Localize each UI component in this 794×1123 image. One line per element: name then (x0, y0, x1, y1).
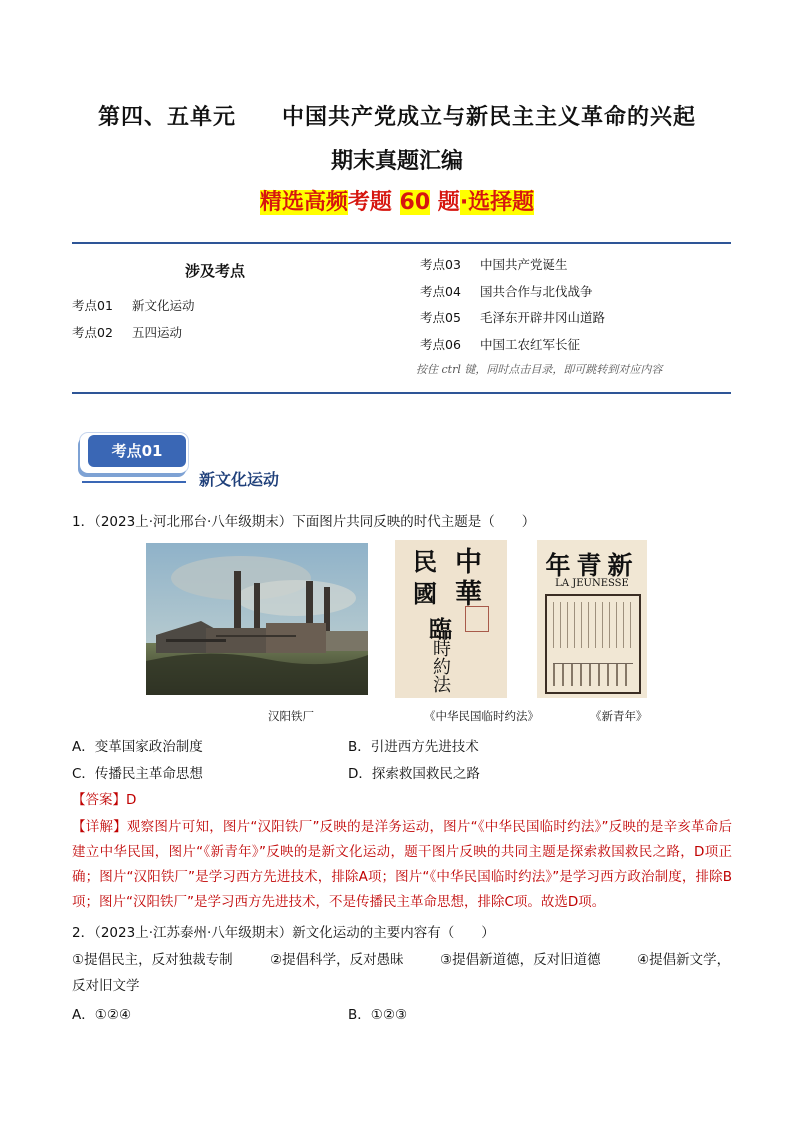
toc-num: 考点01 (72, 298, 113, 313)
statement-2: ②提倡科学，反对愚昧 (270, 952, 404, 968)
image-caption-1: 汉阳铁厂 (268, 709, 314, 723)
page-title: 第四、五单元 中国共产党成立与新民主主义革命的兴起 (97, 105, 696, 130)
toc-num: 考点02 (72, 325, 113, 340)
magazine-title: 年青新 (545, 551, 639, 580)
toc-hint: 按住 ctrl 键，同时点击目录，即可跳转到对应内容 (416, 363, 663, 376)
magazine-cover (537, 540, 647, 698)
tagline-part-5: ·选择题 (459, 190, 535, 215)
toc-label: 国共合作与北伐战争 (480, 284, 593, 299)
tagline-part-2: 考题 (347, 190, 400, 215)
toc-label: 五四运动 (132, 325, 183, 340)
question-2-stem: 2．（2023上·江苏泰州·八年级期末）新文化运动的主要内容有（ ） (72, 925, 495, 941)
statement-4-cont: 反对旧文学 (72, 978, 140, 994)
tagline-part-3: 60 (399, 190, 431, 215)
toc-item-5[interactable] (420, 308, 605, 326)
cover-char: 國 (413, 579, 437, 608)
cover-char: 時 (433, 639, 451, 660)
statement-3: ③提倡新道德，反对旧道德 (440, 952, 601, 968)
toc-num: 考点05 (420, 310, 461, 325)
tagline-part-4: 题 (430, 190, 460, 215)
toc-label: 中国共产党诞生 (480, 257, 568, 272)
toc-item-4[interactable] (420, 282, 593, 300)
toc-item-6[interactable] (420, 335, 580, 353)
explanation-text: 观察图片可知，图片“汉阳铁厂”反映的是洋务运动，图片“《中华民国临时约法》”反映的是辛亥革命后建立中华民国，图片“《新青年》”反映的是新文化运动，题干图片反映的共同主题是探索救国救民之路，D项正确；图片“汉阳铁厂”是学习西方先进技术，排除A项；图片“《中华民国临时约法》”是学习西方政治制度，排除B项；图片“汉阳铁厂”是学习西方先进技术，不是传播民主革命思想，排除C项。故选D项。 (72, 819, 732, 910)
page-tagline (0, 185, 794, 216)
page-subtitle: 期末真题汇编 (330, 149, 463, 174)
explanation-tag: 【详解】 (72, 819, 127, 835)
stamp-icon (465, 606, 489, 632)
question-1-stem: 1．（2023上·河北邢台·八年级期末）下面图片共同反映的时代主题是（ ） (72, 514, 536, 530)
cover-char: 華 (455, 579, 482, 610)
cover-char: 民 (413, 547, 437, 576)
toc-item-2[interactable] (72, 323, 182, 341)
divider-top (72, 242, 731, 244)
option-b[interactable]: B．引进西方先进技术 (348, 739, 479, 755)
q2-option-a[interactable]: A．①②④ (72, 1007, 132, 1023)
divider-bottom (72, 392, 731, 394)
section-title: 新文化运动 (199, 470, 280, 489)
section-tab (80, 433, 188, 473)
answer-1: 【答案】D (72, 792, 137, 808)
statement-1: ①提倡民主，反对独裁专制 (72, 952, 233, 968)
toc-item-3[interactable] (420, 255, 568, 273)
image-caption-3: 《新青年》 (590, 709, 648, 723)
image-caption-2: 《中华民国临时约法》 (424, 709, 539, 723)
toc-heading: 涉及考点 (185, 262, 246, 280)
cover-char: 法 (433, 675, 451, 696)
q2-option-b[interactable]: B．①②③ (348, 1007, 408, 1023)
toc-num: 考点06 (420, 337, 461, 352)
section-tab-underline (82, 481, 186, 483)
cover-char: 中 (455, 547, 482, 578)
option-c[interactable]: C．传播民主革命思想 (72, 766, 203, 782)
cover-char: 臨 (429, 616, 452, 643)
option-d[interactable]: D．探索救国救民之路 (348, 766, 480, 782)
toc-num: 考点04 (420, 284, 461, 299)
toc-item-1[interactable] (72, 296, 195, 314)
contents-frame (545, 594, 641, 694)
toc-num: 考点03 (420, 257, 461, 272)
toc-label: 中国工农红军长征 (480, 337, 581, 352)
toc-label: 新文化运动 (132, 298, 195, 313)
cover-char: 約 (433, 657, 451, 678)
factory-photo (146, 543, 368, 695)
section-tab-label: 考点01 (88, 435, 186, 467)
option-a[interactable]: A．变革国家政治制度 (72, 739, 203, 755)
toc-label: 毛泽东开辟井冈山道路 (480, 310, 606, 325)
magazine-subtitle: LA JEUNESSE (555, 578, 629, 589)
tagline-part-1: 精选高频 (259, 190, 348, 215)
explanation-1 (72, 815, 732, 915)
constitution-cover (395, 540, 507, 698)
statement-4: ④提倡新文学， (637, 952, 731, 968)
